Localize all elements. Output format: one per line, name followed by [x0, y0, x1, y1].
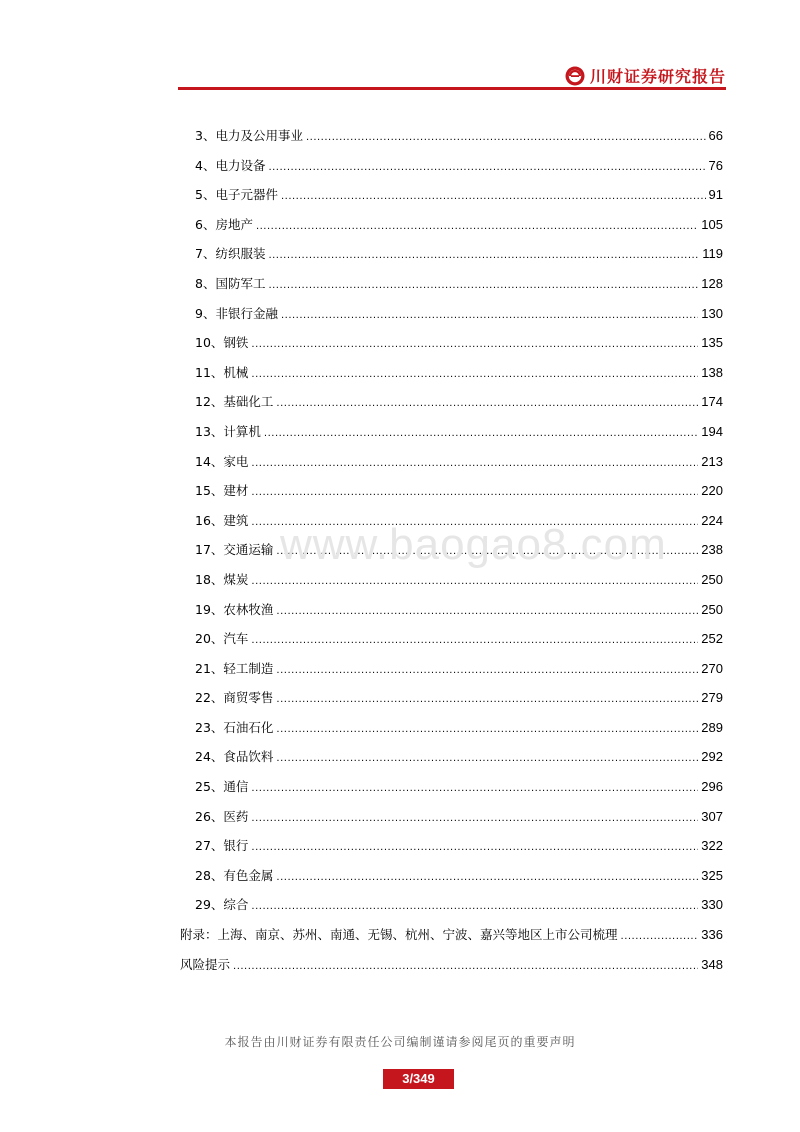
- toc-dot-leader: [268, 271, 698, 301]
- toc-entry-label: 4、电力设备: [195, 157, 266, 173]
- toc-entry[interactable]: [180, 713, 723, 743]
- toc-entry-label: 16、建筑: [195, 512, 249, 528]
- toc-dot-leader: [281, 301, 698, 331]
- toc-dot-leader: [276, 537, 698, 567]
- chuancai-logo-icon: [565, 66, 585, 86]
- toc-entry[interactable]: [180, 683, 723, 713]
- toc-entry-page: 238: [701, 542, 723, 558]
- toc-entry-page: 105: [701, 216, 723, 232]
- toc-entry-label: 23、石油石化: [195, 719, 274, 735]
- toc-dot-leader: [251, 478, 698, 508]
- toc-entry[interactable]: [180, 565, 723, 595]
- toc-entry-label: 10、钢铁: [195, 335, 249, 351]
- toc-entry[interactable]: [180, 151, 723, 181]
- toc-entry[interactable]: [180, 802, 723, 832]
- toc-dot-leader: [251, 567, 698, 597]
- toc-entry-page: 76: [708, 157, 723, 173]
- toc-entry-page: 138: [701, 364, 723, 380]
- toc-dot-leader: [621, 922, 699, 952]
- toc-entry-label: 21、轻工制造: [195, 660, 274, 676]
- toc-entry-label: 12、基础化工: [195, 394, 274, 410]
- toc-entry-label: 15、建材: [195, 483, 249, 499]
- toc-entry[interactable]: [180, 595, 723, 625]
- toc-entry-label: 27、银行: [195, 838, 249, 854]
- toc-entry-label: 22、商贸零售: [195, 690, 274, 706]
- toc-entry-label: 14、家电: [195, 453, 249, 469]
- toc-entry[interactable]: [180, 654, 723, 684]
- toc-entry-page: 279: [701, 690, 723, 706]
- brand-name: 川财证券研究报告: [589, 67, 726, 86]
- page-header: [178, 62, 726, 92]
- toc-dot-leader: [251, 360, 698, 390]
- toc-entry[interactable]: [180, 772, 723, 802]
- toc-dot-leader: [276, 685, 698, 715]
- toc-dot-leader: [233, 952, 698, 982]
- toc-entry-label: 25、通信: [195, 779, 249, 795]
- toc-dot-leader: [276, 389, 698, 419]
- toc-dot-leader: [251, 330, 698, 360]
- toc-entry-page: 330: [701, 897, 723, 913]
- toc-entry[interactable]: [180, 269, 723, 299]
- toc-entry[interactable]: [180, 920, 723, 950]
- toc-entry-label: 26、医药: [195, 808, 249, 824]
- toc-entry-page: 66: [708, 128, 723, 143]
- toc-entry[interactable]: [180, 742, 723, 772]
- toc-dot-leader: [264, 419, 698, 449]
- toc-entry-label: 11、机械: [195, 364, 249, 380]
- toc-dot-leader: [251, 774, 698, 804]
- toc-dot-leader: [251, 449, 698, 479]
- toc-entry[interactable]: [180, 624, 723, 654]
- toc-entry-label: 7、纺织服装: [195, 246, 266, 262]
- toc-entry[interactable]: [180, 387, 723, 417]
- brand: [565, 64, 726, 87]
- toc-entry[interactable]: [180, 535, 723, 565]
- toc-entry[interactable]: [180, 890, 723, 920]
- watermark: www.baogao8.com: [280, 520, 667, 569]
- disclaimer-note: 本报告由川财证券有限责任公司编制谨请参阅尾页的重要声明: [224, 1035, 576, 1049]
- toc-entry-page: 194: [701, 423, 723, 439]
- toc-entry-page: 220: [701, 483, 723, 499]
- toc-dot-leader: [268, 241, 699, 271]
- toc-entry[interactable]: [180, 121, 723, 151]
- toc-entry-page: 270: [701, 660, 723, 676]
- header-divider: [178, 87, 726, 90]
- toc-entry-label: 8、国防军工: [195, 275, 266, 291]
- toc-entry-label: 13、计算机: [195, 423, 261, 439]
- toc-entry-label: 28、有色金属: [195, 867, 274, 883]
- toc-dot-leader: [276, 744, 698, 774]
- page-number: 3/349: [383, 1069, 454, 1089]
- toc-entry-label: 17、交通运输: [195, 542, 274, 558]
- toc-entry-label: 29、综合: [195, 897, 249, 913]
- toc-entry-page: 119: [702, 246, 723, 262]
- toc-entry-label: 3、电力及公用事业: [195, 128, 303, 143]
- toc-entry-page: 135: [701, 335, 723, 351]
- toc-entry-label: 24、食品饮料: [195, 749, 274, 765]
- toc-entry[interactable]: [180, 831, 723, 861]
- toc-dot-leader: [268, 153, 705, 183]
- toc-entry-page: 91: [708, 187, 723, 203]
- toc-entry[interactable]: [180, 299, 723, 329]
- toc-entry-page: 348: [701, 956, 723, 972]
- toc-entry-label: 附录：上海、南京、苏州、南通、无锡、杭州、宁波、嘉兴等地区上市公司梳理: [180, 927, 618, 943]
- toc-entry[interactable]: [180, 447, 723, 477]
- toc-entry[interactable]: [180, 239, 723, 269]
- toc-entry[interactable]: [180, 210, 723, 240]
- table-of-contents: [180, 121, 723, 979]
- toc-entry-label: 风险提示: [180, 956, 231, 972]
- toc-entry[interactable]: [180, 950, 723, 980]
- toc-entry-page: 336: [701, 927, 723, 943]
- toc-dot-leader: [251, 892, 698, 922]
- toc-entry-label: 20、汽车: [195, 631, 249, 647]
- toc-entry-label: 6、房地产: [195, 216, 253, 232]
- toc-entry-page: 213: [701, 453, 723, 469]
- toc-dot-leader: [251, 833, 698, 863]
- toc-entry-page: 325: [701, 867, 723, 883]
- toc-entry-label: 9、非银行金融: [195, 305, 278, 321]
- toc-entry[interactable]: [180, 358, 723, 388]
- toc-entry-page: 307: [701, 808, 723, 824]
- toc-entry-page: 289: [701, 719, 723, 735]
- toc-dot-leader: [251, 626, 698, 656]
- toc-entry-page: 224: [701, 512, 723, 528]
- toc-entry[interactable]: [180, 417, 723, 447]
- toc-dot-leader: [276, 656, 698, 686]
- toc-dot-leader: [276, 715, 698, 745]
- toc-dot-leader: [251, 508, 698, 538]
- toc-entry-page: 128: [701, 275, 723, 291]
- toc-dot-leader: [256, 212, 698, 242]
- toc-entry[interactable]: [180, 180, 723, 210]
- toc-entry-page: 174: [701, 394, 723, 410]
- toc-entry-page: 252: [701, 631, 723, 647]
- toc-entry[interactable]: [180, 861, 723, 891]
- toc-dot-leader: [276, 597, 698, 627]
- toc-entry-label: 18、煤炭: [195, 571, 249, 587]
- toc-dot-leader: [281, 182, 706, 212]
- toc-entry[interactable]: [180, 328, 723, 358]
- toc-entry-label: 5、电子元器件: [195, 187, 278, 203]
- toc-entry-page: 322: [701, 838, 723, 854]
- toc-entry[interactable]: [180, 476, 723, 506]
- toc-entry[interactable]: [180, 506, 723, 536]
- toc-dot-leader: [251, 804, 698, 834]
- toc-dot-leader: [306, 123, 706, 153]
- toc-entry-page: 292: [701, 749, 723, 765]
- toc-dot-leader: [276, 863, 698, 893]
- toc-entry-page: 130: [701, 305, 723, 321]
- toc-entry-page: 250: [701, 601, 723, 617]
- toc-entry-page: 250: [701, 571, 723, 587]
- toc-entry-page: 296: [701, 779, 723, 795]
- toc-entry-label: 19、农林牧渔: [195, 601, 274, 617]
